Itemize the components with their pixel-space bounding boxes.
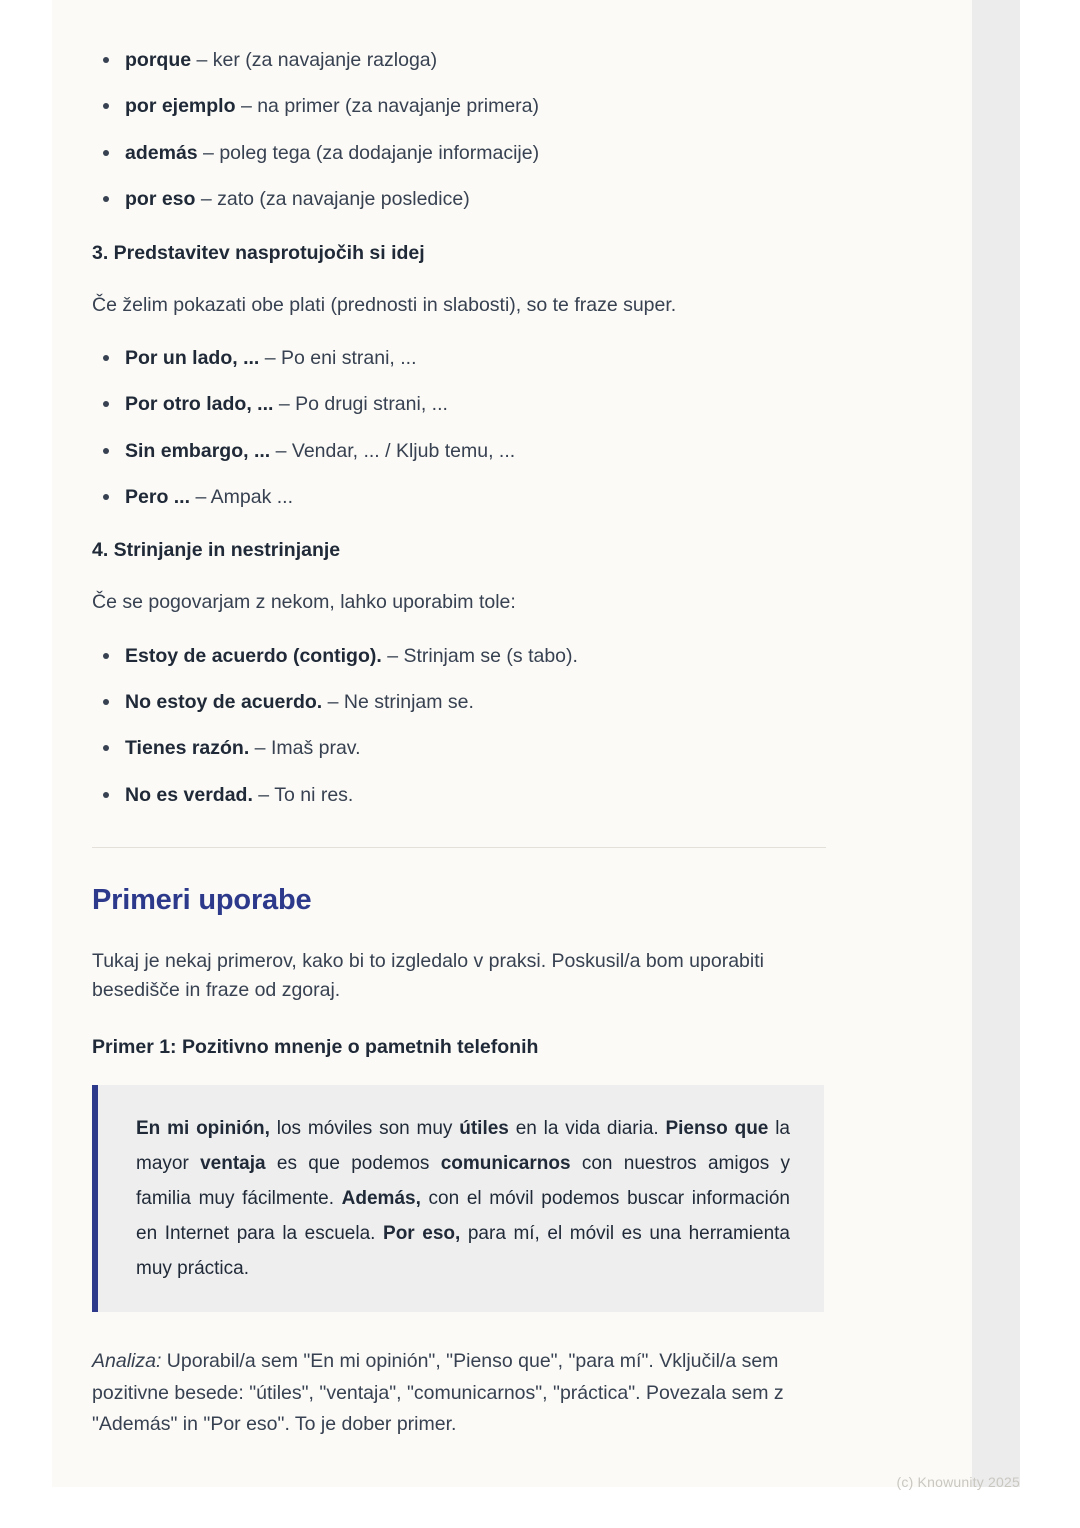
- document-content: [92, 0, 832, 1441]
- quote-bold-run: Pienso que: [665, 1117, 769, 1139]
- connectors-list: [92, 48, 832, 212]
- quote-run: la mayor: [136, 1117, 790, 1174]
- list-item: [92, 736, 832, 760]
- quote-bold-run: Además,: [341, 1187, 421, 1209]
- term: además: [125, 141, 198, 164]
- list-item: [92, 346, 832, 370]
- quote-run: con el móvil podemos buscar información en Internet para la escuela.: [136, 1187, 790, 1244]
- quote-bold-run: Por eso,: [383, 1222, 461, 1244]
- term: Estoy de acuerdo (contigo).: [125, 644, 382, 667]
- definition: – Ampak ...: [190, 485, 293, 508]
- term: Por un lado, ...: [125, 346, 260, 369]
- definition: – Ne strinjam se.: [322, 690, 474, 713]
- definition: – Imaš prav.: [249, 737, 361, 760]
- quote-run: los móviles son muy: [269, 1117, 460, 1139]
- term: Tienes razón.: [125, 737, 250, 760]
- definition: – Po drugi strani, ...: [273, 393, 448, 416]
- definition: – poleg tega (za dodajanje informacije): [197, 141, 540, 164]
- list-item: [92, 439, 832, 463]
- example-quote-block: [92, 1085, 824, 1313]
- definition: – Po eni strani, ...: [259, 346, 417, 369]
- list-item: [92, 48, 832, 72]
- example-quote-text: [136, 1111, 790, 1287]
- quote-run: con nuestros amigos y familia muy fácilmente.: [136, 1152, 790, 1209]
- quote-bold-run: comunicarnos: [440, 1152, 571, 1174]
- section-divider: [92, 847, 826, 848]
- list-item: [92, 644, 832, 668]
- section-4-list: [92, 644, 832, 808]
- definition: – ker (za navajanje razloga): [191, 49, 438, 71]
- definition: – To ni res.: [252, 783, 354, 806]
- analysis-text: Uporabil/a sem "En mi opinión", "Pienso que", "para mí". Vključil/a sem pozitivne besede: "útiles", "ventaja", "comunicarnos", "práctica". Povezala sem z "Además" in "Por eso". To je dober primer.: [92, 1350, 784, 1436]
- definition: – zato (za navajanje posledice): [195, 188, 470, 211]
- quote-bold-run: ventaja: [200, 1152, 266, 1174]
- list-item: [92, 187, 832, 211]
- term: por eso: [125, 188, 196, 211]
- definition: – Strinjam se (s tabo).: [381, 644, 578, 667]
- section-3-list: [92, 346, 832, 510]
- scroll-gutter[interactable]: [972, 0, 1020, 1487]
- section-4-heading: 4. Strinjanje in nestrinjanje: [92, 539, 341, 562]
- term: Sin embargo, ...: [125, 439, 271, 462]
- watermark: (c) Knowunity 2025: [896, 1474, 1020, 1490]
- quote-bold-run: útiles: [459, 1117, 509, 1139]
- list-item: [92, 690, 832, 714]
- examples-intro: Tukaj je nekaj primerov, kako bi to izgledalo v praksi. Poskusil/a bom uporabiti besedišče in fraze od zgoraj.: [92, 950, 764, 1002]
- list-item: [92, 783, 832, 807]
- term: No estoy de acuerdo.: [125, 690, 323, 713]
- example-analysis: [92, 1346, 832, 1441]
- term: Por otro lado, ...: [125, 393, 274, 416]
- section-4-intro: Če se pogovarjam z nekom, lahko uporabim tole:: [92, 591, 516, 614]
- list-item: [92, 485, 832, 509]
- quote-run: es que podemos: [265, 1152, 441, 1174]
- quote-run: en la vida diaria.: [508, 1117, 666, 1139]
- term: Pero ...: [125, 485, 191, 508]
- list-item: [92, 141, 832, 165]
- list-item: [92, 94, 832, 118]
- example-1-heading: Primer 1: Pozitivno mnenje o pametnih telefonih: [92, 1035, 539, 1058]
- term: No es verdad.: [125, 783, 253, 806]
- page-title: Primeri uporabe: [92, 884, 312, 916]
- term: porque: [125, 49, 192, 71]
- definition: – Vendar, ... / Kljub temu, ...: [270, 439, 516, 462]
- section-3-heading: 3. Predstavitev nasprotujočih si idej: [92, 241, 425, 264]
- analysis-label: Analiza:: [92, 1350, 162, 1373]
- definition: – na primer (za navajanje primera): [235, 95, 539, 118]
- term: por ejemplo: [125, 95, 236, 118]
- quote-run: para mí, el móvil es una herramienta muy práctica.: [136, 1222, 790, 1280]
- quote-bold-run: En mi opinión,: [136, 1117, 270, 1139]
- section-3-intro: Če želim pokazati obe plati (prednosti in slabosti), so te fraze super.: [92, 293, 677, 316]
- list-item: [92, 392, 832, 416]
